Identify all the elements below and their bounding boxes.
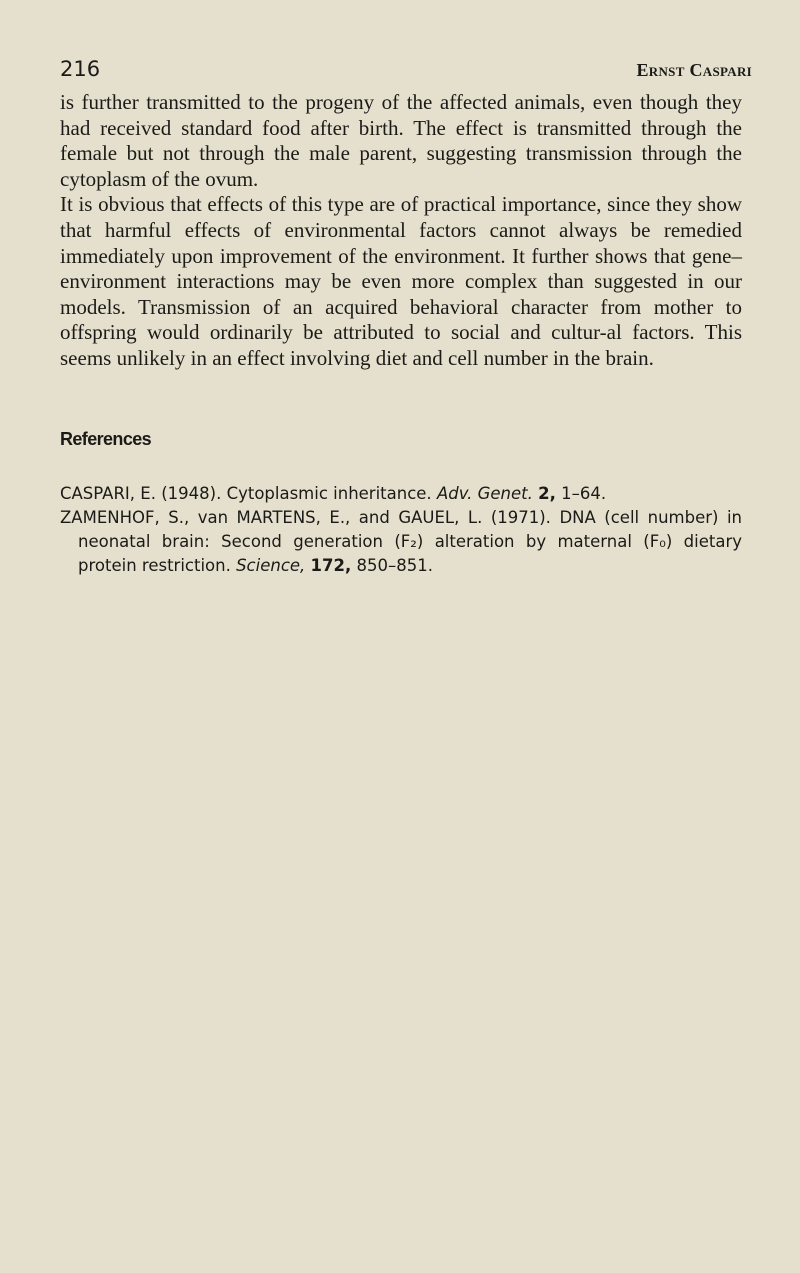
reference-authors-year: CASPARI, E. (1948). (60, 484, 222, 503)
body-text (60, 90, 742, 372)
body-paragraph: is further transmitted to the progeny of the affected animals, even though they had received standard food after birth. The effect is transmitted through the female but not through the male parent, suggesting transmission through the cytoplasm of the ovum. (60, 90, 742, 191)
reference-list (60, 482, 742, 578)
references-heading: References (60, 429, 152, 449)
reference-pages: 1–64. (561, 484, 607, 503)
reference-item (60, 482, 742, 506)
reference-volume: 2, (538, 484, 556, 503)
body-paragraph: It is obvious that effects of this type are of practical importance, since they show that harmful effects of environmental factors cannot always be remedied immediately upon improvement of the environment. It further shows that gene–environment interactions may be even more complex than suggested in our models. Transmission of an acquired behavioral character from mother to offspring would ordinarily be attributed to social and cultur-al factors. This seems unlikely in an effect involving diet and cell number in the brain. (60, 192, 742, 370)
running-head: Ernst Caspari (636, 60, 752, 80)
reference-pages: 850–851. (356, 556, 433, 575)
reference-volume: 172, (310, 556, 352, 575)
reference-title: Cytoplasmic inheritance. (226, 484, 432, 503)
reference-journal: Science, (236, 556, 306, 575)
reference-title: DNA (cell number) in neonatal brain: Second generation (F₂) alteration by maternal (F₀) dietary protein restriction. (78, 508, 743, 575)
reference-item (60, 506, 742, 578)
page-header (60, 56, 752, 86)
reference-authors-year: ZAMENHOF, S., van MARTENS, E., and GAUEL, L. (1971). (60, 508, 551, 527)
page-number: 216 (60, 57, 101, 81)
reference-journal: Adv. Genet. (436, 484, 533, 503)
